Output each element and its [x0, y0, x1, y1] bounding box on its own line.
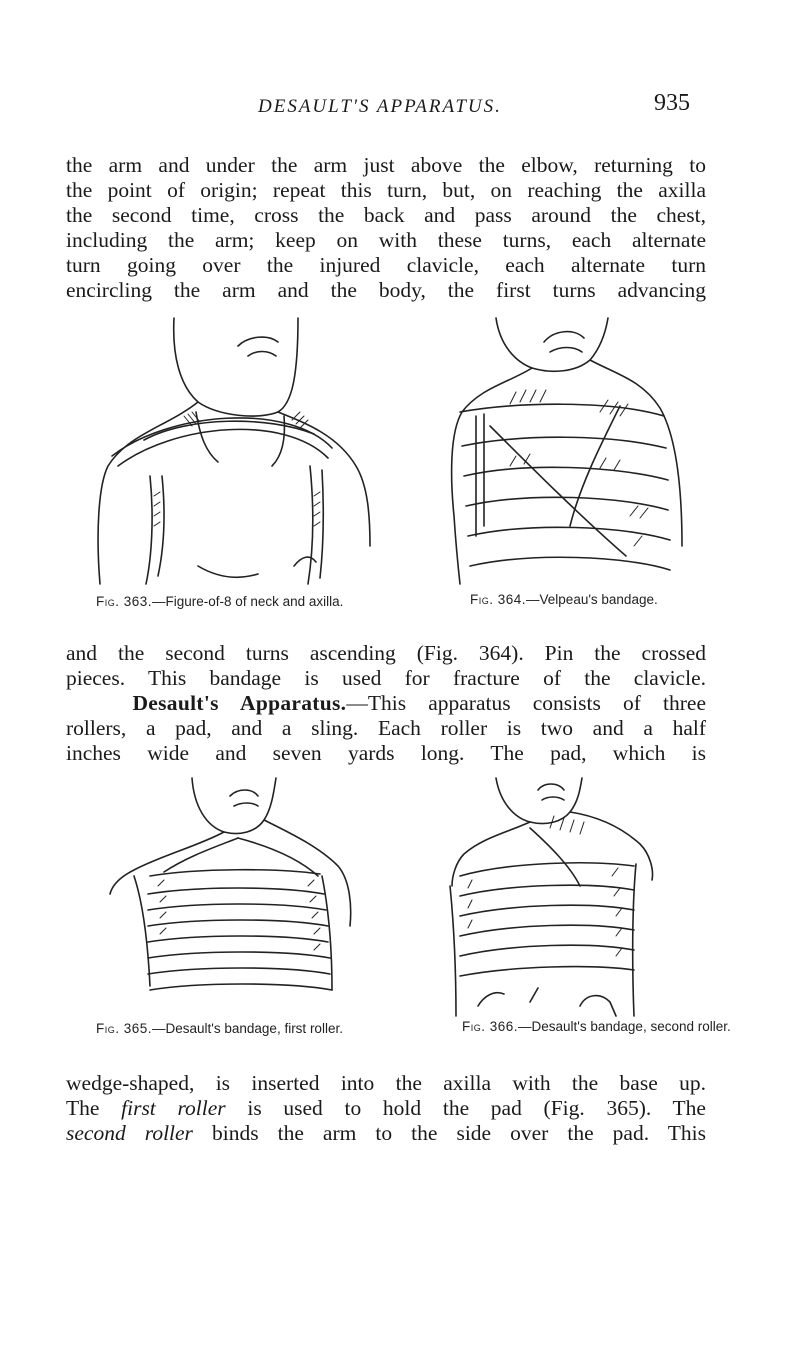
figure-365-illustration: [88, 776, 388, 1026]
running-title: DESAULT'S APPARATUS.: [258, 96, 502, 117]
text-line: second roller binds the arm to the side over the pad. This: [66, 1121, 706, 1145]
figure-363-illustration: [88, 316, 388, 586]
paragraph-3: [66, 1071, 706, 1146]
text-line: the arm and under the arm just above the elbow, returning to: [66, 153, 706, 177]
figure-364-caption: Fig. 364.—Velpeau's bandage.: [470, 592, 658, 607]
figure-365-caption: Fig. 365.—Desault's bandage, first roller.: [96, 1021, 343, 1036]
text-line: encircling the arm and the body, the first turns advancing: [66, 278, 706, 302]
text-line: and the second turns ascending (Fig. 364). Pin the crossed: [66, 641, 706, 665]
text-line: the second time, cross the back and pass around the chest,: [66, 203, 706, 227]
text-line: pieces. This bandage is used for fracture of the clavicle.: [66, 666, 706, 690]
text-line: inches wide and seven yards long. The pad, which is: [66, 741, 706, 765]
text-line: The first roller is used to hold the pad (Fig. 365). The: [66, 1096, 706, 1120]
figure-366-illustration: [420, 776, 720, 1026]
text-line: Desault's Apparatus.—This apparatus consists of three: [132, 691, 706, 715]
paragraph-2: [66, 641, 706, 766]
text-line: turn going over the injured clavicle, each alternate turn: [66, 253, 706, 277]
figure-363-caption: Fig. 363.—Figure-of-8 of neck and axilla.: [96, 594, 344, 609]
text-line: rollers, a pad, and a sling. Each roller is two and a half: [66, 716, 706, 740]
figure-366-caption: Fig. 366.—Desault's bandage, second roller.: [462, 1019, 731, 1034]
section-heading: Desault's Apparatus.: [132, 691, 347, 715]
text-line: wedge-shaped, is inserted into the axilla with the base up.: [66, 1071, 706, 1095]
paragraph-1: [66, 153, 706, 303]
text-line: including the arm; keep on with these turns, each alternate: [66, 228, 706, 252]
text-line: the point of origin; repeat this turn, but, on reaching the axilla: [66, 178, 706, 202]
running-head: [0, 90, 800, 126]
figure-364-illustration: [420, 316, 690, 586]
page-number: 935: [654, 90, 690, 116]
